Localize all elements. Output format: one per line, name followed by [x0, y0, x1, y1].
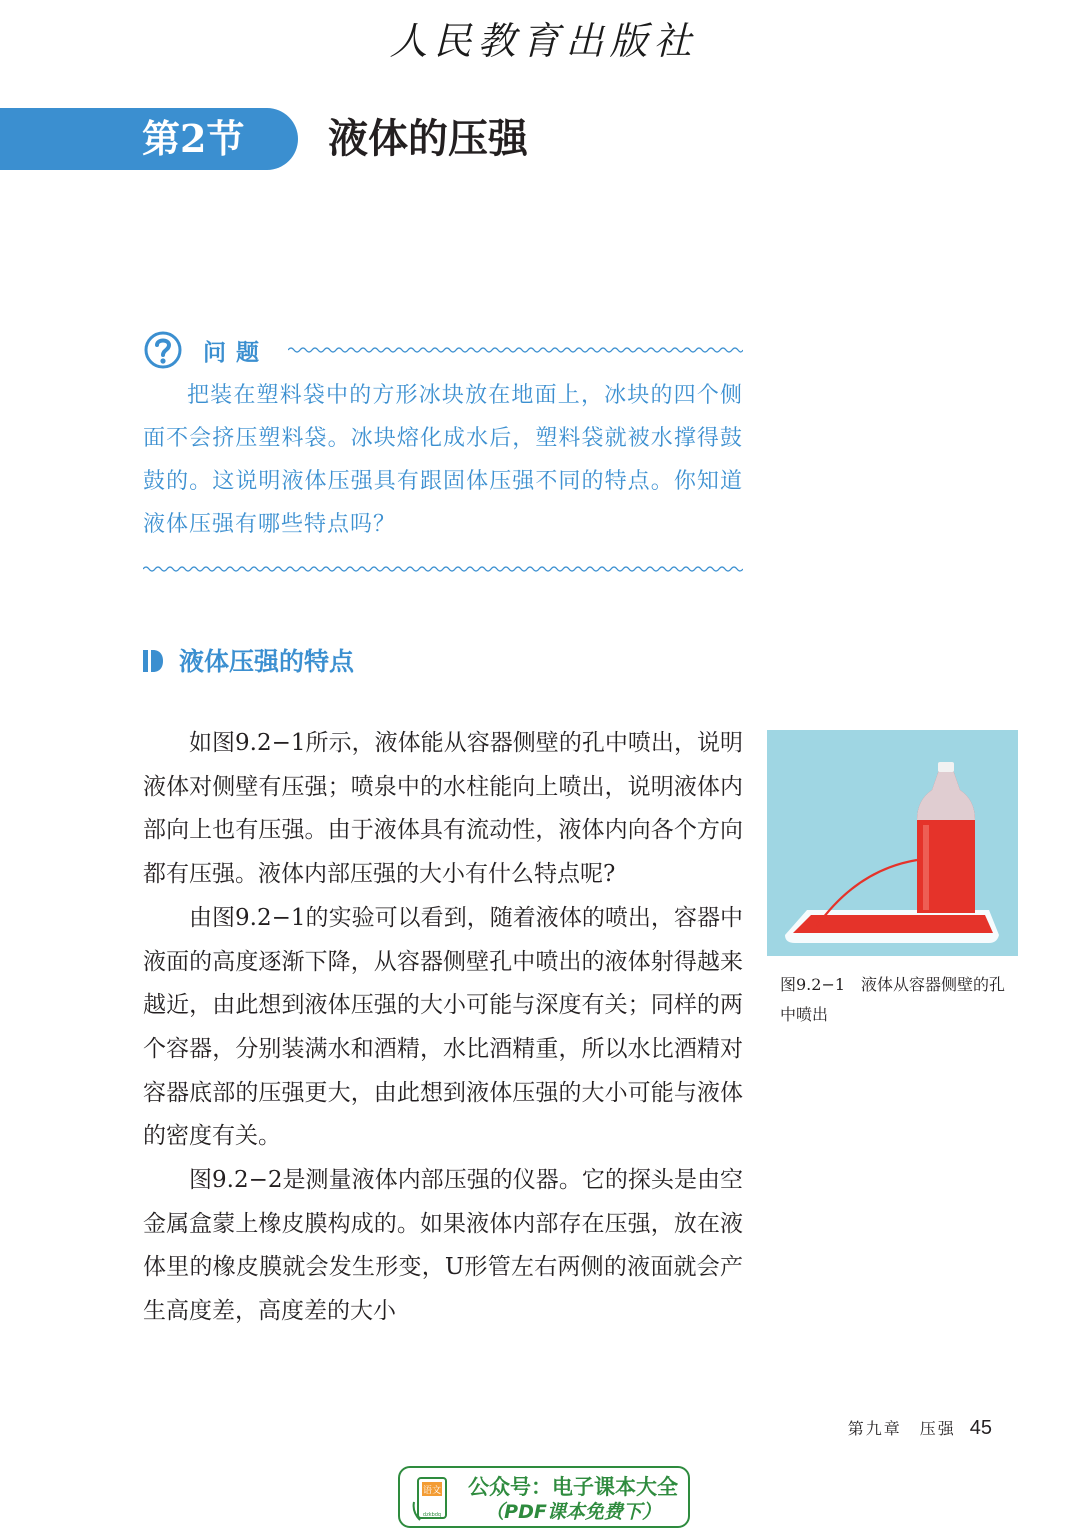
- wechat-badge: [398, 1466, 690, 1528]
- page-footer: [800, 1416, 992, 1440]
- wave-divider-bottom: [143, 565, 743, 573]
- book-phone-icon: [412, 1476, 452, 1522]
- chapter-label: 第九章 压强: [847, 1419, 956, 1438]
- badge-icon-label: 语文: [422, 1486, 442, 1496]
- question-label: 问题: [203, 340, 269, 366]
- badge-line-1: 公众号：电子课本大全: [468, 1475, 678, 1499]
- question-paragraph: 把装在塑料袋中的方形冰块放在地面上，冰块的四个侧面不会挤压塑料袋。冰块熔化成水后，塑料袋就被水撑得鼓鼓的。这说明液体压强具有跟固体压强不同的特点。你知道液体压强有哪些特点吗？: [143, 383, 743, 537]
- badge-icon-sublabel: dzkbdq: [422, 1512, 442, 1518]
- body-text: [143, 722, 743, 1334]
- body-paragraph-1: 如图9.2−1所示，液体能从容器侧壁的孔中喷出，说明液体对侧壁有压强；喷泉中的水柱能向上喷出，说明液体内部向上也有压强。由于液体具有流动性，液体内向各个方向都有压强。液体内部压强的大小有什么特点呢?: [143, 730, 743, 888]
- badge-line-2: （PDF课本免费下）: [485, 1501, 661, 1523]
- page-number: 45: [969, 1417, 992, 1439]
- wave-divider-top: [288, 346, 743, 354]
- question-header: [143, 330, 743, 370]
- section-marker-icon: [143, 650, 163, 672]
- bottle-spray-photo: [767, 730, 1018, 956]
- section-number: 第2节: [142, 116, 245, 161]
- body-paragraph-3: 图9.2−2是测量液体内部压强的仪器。它的探头是由空金属盒蒙上橡皮膜构成的。如果液体内部存在压强，放在液体里的橡皮膜就会发生形变，U形管左右两侧的液面就会产生高度差，高度差的大小: [143, 1167, 743, 1325]
- subsection-title: 液体压强的特点: [179, 647, 355, 676]
- body-paragraph-2: 由图9.2−1的实验可以看到，随着液体的喷出，容器中液面的高度逐渐下降，从容器侧壁孔中喷出的液体射得越来越近，由此想到液体压强的大小可能与深度有关；同样的两个容器，分别装满水和酒精，水比酒精重，所以水比酒精对容器底部的压强更大，由此想到液体压强的大小可能与液体的密度有关。: [143, 904, 743, 1150]
- question-mark-icon: [143, 330, 183, 370]
- publisher-logo: 人民教育出版社: [389, 19, 698, 63]
- section-title: 液体的压强: [328, 115, 528, 162]
- question-text: [143, 374, 743, 546]
- figure-caption: 图9.2−1 液体从容器侧壁的孔中喷出: [780, 975, 1006, 1024]
